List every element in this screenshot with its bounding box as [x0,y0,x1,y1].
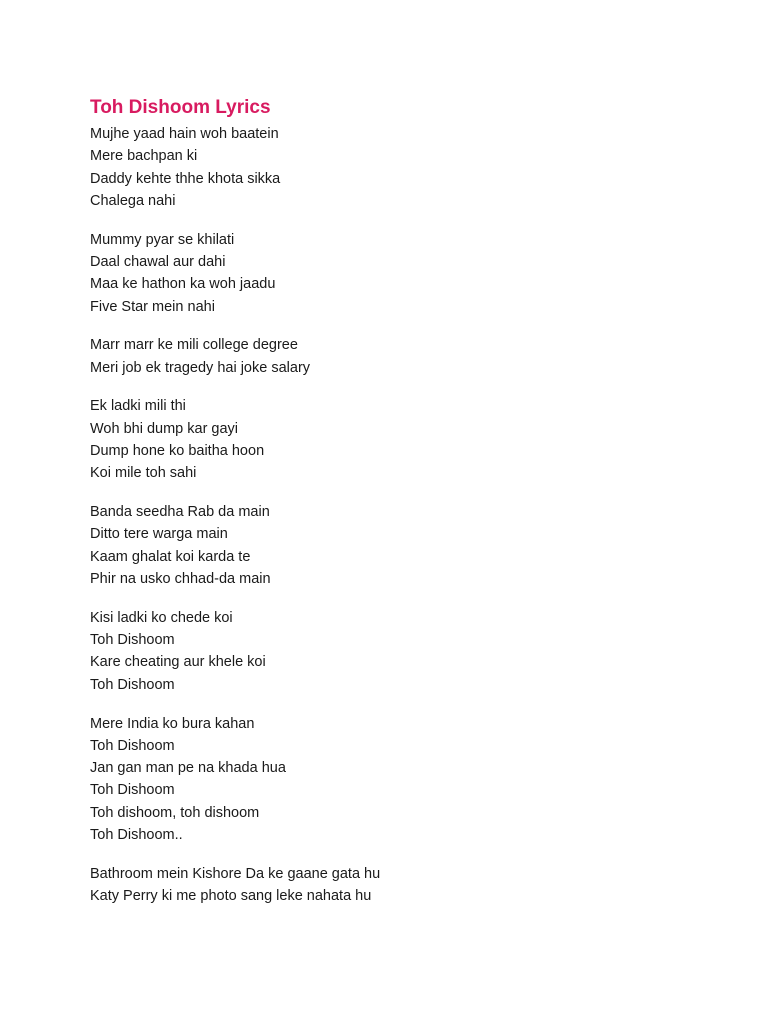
lyric-line: Daddy kehte thhe khota sikka [90,170,281,187]
stanza-5 [90,501,730,590]
lyric-line: Mere bachpan ki [90,148,198,165]
stanza-4 [90,395,730,484]
stanza-3 [90,334,730,379]
stanza-6 [90,607,730,696]
lyric-line: Toh Dishoom [90,676,175,693]
lyric-line: Toh Dishoom [90,782,175,799]
lyric-line: Toh Dishoom [90,737,175,754]
document-page [90,95,730,924]
lyric-line: Mujhe yaad hain woh baatein [90,126,279,142]
stanza-8 [90,863,730,908]
lyric-line: Marr marr ke mili college degree [90,337,298,354]
lyric-line: Chalega nahi [90,192,176,209]
stanza-7 [90,713,730,847]
lyric-line: Maa ke hathon ka woh jaadu [90,276,276,293]
lyric-line: Meri job ek tragedy hai joke salary [90,359,311,376]
lyric-line: Daal chawal aur dahi [90,253,226,270]
lyric-line: Bathroom mein Kishore Da ke gaane gata hu [90,865,381,882]
stanza-1 [90,123,730,212]
lyric-line: Woh bhi dump kar gayi [90,420,239,437]
lyric-line: Mummy pyar se khilati [90,231,235,248]
lyric-line: Toh dishoom, toh dishoom [90,804,260,821]
document-title: Toh Dishoom Lyrics [90,97,271,118]
lyric-line: Ek ladki mili thi [90,398,186,415]
lyric-line: Toh Dishoom.. [90,827,183,844]
lyric-line: Toh Dishoom [90,632,175,649]
lyric-line: Katy Perry ki me photo sang leke nahata hu [90,888,372,905]
lyric-line: Phir na usko chhad-da main [90,571,271,588]
lyric-line: Ditto tere warga main [90,526,228,543]
stanza-2 [90,229,730,318]
lyric-line: Kisi ladki ko chede koi [90,609,233,626]
lyric-line: Kare cheating aur khele koi [90,654,266,671]
lyric-line: Five Star mein nahi [90,298,215,315]
lyric-line: Dump hone ko baitha hoon [90,443,265,460]
lyric-line: Banda seedha Rab da main [90,504,270,521]
lyric-line: Koi mile toh sahi [90,465,197,482]
lyric-line: Mere India ko bura kahan [90,715,255,732]
lyric-line: Kaam ghalat koi karda te [90,548,251,565]
lyric-line: Jan gan man pe na khada hua [90,760,286,777]
